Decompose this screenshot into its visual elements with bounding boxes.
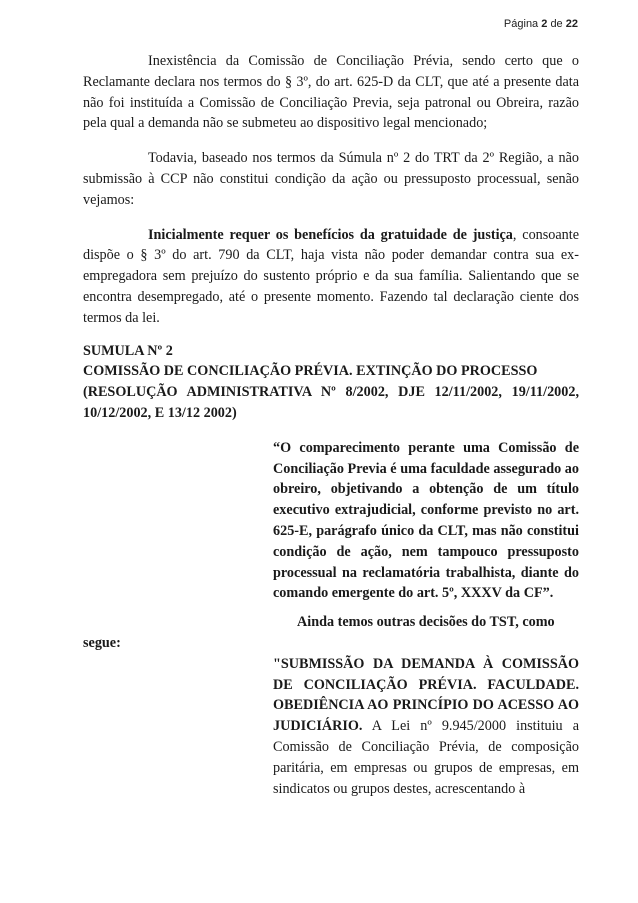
paragraph-segue: segue: (83, 634, 121, 651)
sumula-title: SUMULA Nº 2 (83, 342, 173, 359)
page-total: 22 (565, 18, 578, 30)
gratuidade-rest: , consoante dispõe o § 3º do art. 790 da CLT, haja vista não poder demandar contra sua ex-empregadora sem prejuízo do sustento próprio e da sua família. Salientando que se encontra desempregado, até o presente momento. Fazendo tal declaração ciente dos termos da lei. (83, 226, 579, 326)
sumula-resolution: (RESOLUÇÃO ADMINISTRATIVA Nº 8/2002, DJE 12/11/2002, 19/11/2002, 10/12/2002, E 13/12 2002) (83, 384, 579, 421)
page-number: 2 (541, 18, 548, 30)
paragraph-sumula-reference: Todavia, baseado nos termos da Súmula nº 2 do TRT da 2º Região, a não submissão à CCP não constitui condição da ação ou pressuposto processual, senão vejamos: (83, 150, 579, 208)
sumula-heading (83, 341, 579, 424)
paragraph-ainda: Ainda temos outras decisões do TST, como (297, 614, 555, 631)
gratuidade-request: Inicialmente requer os benefícios da gratuidade de justiça (148, 226, 513, 243)
tst-quote (273, 654, 579, 800)
paragraph-gratuidade (83, 225, 579, 329)
tst-quote-text: A Lei nº 9.945/2000 instituiu a Comissão de Conciliação Prévia, de composição paritária, em empresas ou grupos de empresas, em sindicatos ou grupos destes, acrescentando à (273, 718, 579, 797)
page-of-label: de (550, 18, 563, 30)
document-body (83, 51, 579, 799)
sumula-subject: COMISSÃO DE CONCILIAÇÃO PRÉVIA. EXTINÇÃO DO PROCESSO (83, 363, 538, 380)
paragraph-ccp-inexistence: Inexistência da Comissão de Conciliação Prévia, sendo certo que o Reclamante declara nos termos do § 3º, do art. 625-D da CLT, que até a presente data não foi instituída a Comissão de Conciliação Previa, seja patronal ou Obreira, razão pela qual a demanda não se submeteu ao dispositivo legal mencionado; (83, 53, 579, 132)
tst-quote-heading: "SUBMISSÃO DA DEMANDA À COMISSÃO DE CONCILIAÇÃO PRÉVIA. FACULDADE. OBEDIÊNCIA AO PRINCÍPIO DO ACESSO AO JUDICIÁRIO. (273, 655, 579, 735)
page-header (504, 17, 578, 31)
page-label: Página (503, 18, 539, 30)
sumula-quote: “O comparecimento perante uma Comissão de Conciliação Previa é uma faculdade assegurado ao obreiro, objetivando a obtenção de um título executivo extrajudicial, conforme previsto no art. 625-E, parágrafo único da CLT, mas não constitui condição de ação, nem tampouco pressuposto processual na reclamatória trabalhista, diante do comando emergente do art. 5º, XXXV da CF”. (273, 439, 579, 602)
